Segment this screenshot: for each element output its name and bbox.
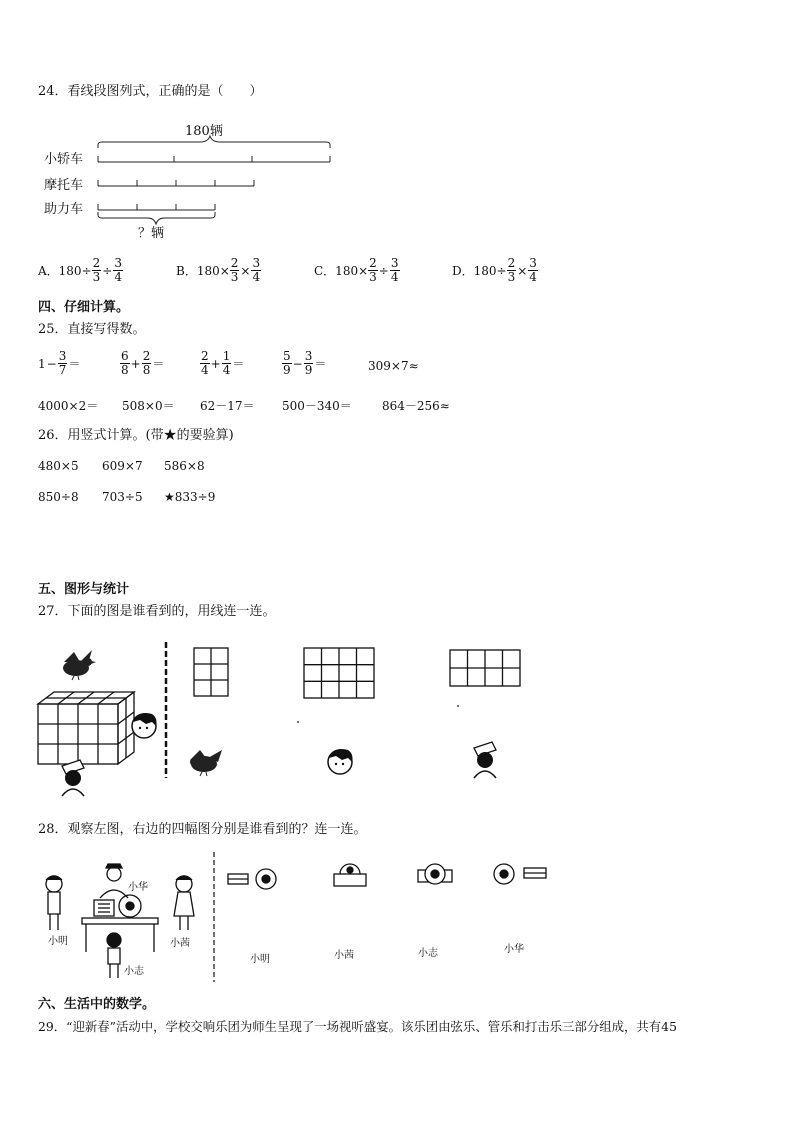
scene-label-xiaoqian: 小茜 [170,938,190,949]
bird-icon [63,650,96,680]
q24-stem: 24．看线段图列式，正确的是（ ） [38,84,263,99]
option-a[interactable]: A．180÷ $\frac{2}{3}$ ÷ $\frac{3}{4}$ [38,256,122,284]
option-c[interactable]: C．180× $\frac{2}{3}$ ÷ $\frac{3}{4}$ [314,256,399,284]
q25-item-3: $\frac{2}{4}$ + $\frac{1}{4}$ ＝ [201,349,245,377]
section-4-heading: 四、仔细计算。 [38,300,130,315]
fraction: $\frac{3}{7}$ [58,349,67,377]
fraction: $\frac{3}{4}$ [529,256,537,284]
fraction: $\frac{3}{4}$ [252,256,261,284]
q29-stem: 29．“迎新春”活动中，学校交响乐团为师生呈现了一场视听盛宴。该乐团由弦乐、管乐和打击乐三部分组成，共有45 [38,1019,677,1034]
man-with-hat-icon [474,742,496,778]
option-b[interactable]: B．180× $\frac{2}{3}$ × $\frac{3}{4}$ [176,256,261,284]
fraction: $\frac{3}{4}$ [390,256,399,284]
q26-item-5: 703÷5 [102,490,143,504]
q25-item-8: 62－17＝ [200,399,255,413]
q25-item-5: 309×7≈ [368,359,419,373]
row-label-car: 小轿车 [44,152,84,167]
total-label: 180辆 [185,124,223,139]
q25-item-9: 500－340＝ [282,399,352,413]
view-grid-1 [194,648,228,696]
row-label-motorcycle: 摩托车 [44,178,84,193]
bird-icon [190,750,222,776]
unknown-label: ？辆 [138,226,165,241]
fraction: $\frac{2}{4}$ [201,349,209,377]
q27-stem: 27．下面的图是谁看到的，用线连一连。 [38,604,276,619]
view-grid-3 [450,650,520,686]
scene-label-xiaohua: 小华 [128,882,148,893]
fraction: $\frac{1}{4}$ [222,349,231,377]
fraction: $\frac{3}{9}$ [304,349,313,377]
q25-item-2: $\frac{6}{8}$ + $\frac{2}{8}$ ＝ [121,349,165,377]
q28-stem: 28．观察左图，右边的四幅图分别是谁看到的？连一连。 [38,822,367,837]
view-box-ball-2 [494,864,546,884]
view-label-1[interactable]: 小明 [250,954,270,965]
fraction: $\frac{2}{3}$ [369,256,377,284]
fraction: $\frac{3}{4}$ [114,256,122,284]
fraction: $\frac{6}{8}$ [121,349,129,377]
view-label-3[interactable]: 小志 [418,948,438,959]
q25-stem: 25．直接写得数。 [38,322,146,337]
q28-figure [38,850,558,986]
q26-item-2: 609×7 [102,459,143,473]
option-d[interactable]: D．180÷ $\frac{2}{3}$ × $\frac{3}{4}$ [452,256,537,284]
view-label-2[interactable]: 小茜 [334,950,354,961]
q26-item-1: 480×5 [38,459,79,473]
fraction: $\frac{2}{3}$ [92,256,101,284]
section-5-heading: 五、图形与统计 [38,582,130,597]
scene-label-xiaozhi: 小志 [124,966,144,977]
q25-item-10: 864－256≈ [382,399,450,413]
q25-item-1: 1 − $\frac{3}{7}$ ＝ [38,349,81,377]
row-label-moped: 助力车 [44,202,84,217]
boy-front-icon [107,933,121,978]
cube-stack [38,692,134,764]
view-grid-2 [304,648,374,698]
man-with-hat-icon [62,760,84,796]
view-ball-behind-box [334,864,366,886]
section-6-heading: 六、生活中的数学。 [38,997,156,1012]
view-ball-front-box [418,864,452,884]
fraction: $\frac{2}{3}$ [507,256,516,284]
q27-figure [30,636,570,806]
man-icon [100,864,128,898]
scene-label-xiaoming: 小明 [48,936,68,947]
view-label-4[interactable]: 小华 [504,944,524,955]
q26-item-6: ★833÷9 [164,490,216,504]
q25-item-7: 508×0＝ [122,399,175,413]
fraction: $\frac{5}{9}$ [283,349,291,377]
fraction: $\frac{2}{8}$ [142,349,151,377]
q26-stem: 26．用竖式计算。(带★的要验算) [38,428,234,443]
view-box-ball-1 [228,869,276,889]
q25-item-6: 4000×2＝ [38,399,99,413]
child-icon [132,713,157,738]
fraction: $\frac{2}{3}$ [230,256,239,284]
q26-item-4: 850÷8 [38,490,79,504]
q25-item-4: $\frac{5}{9}$ − $\frac{3}{9}$ ＝ [283,349,327,377]
q24-line-diagram [40,118,340,246]
q26-item-3: 586×8 [164,459,205,473]
boy-icon [46,876,62,930]
girl-icon [174,876,194,930]
child-icon [328,749,353,774]
segment-lines [40,118,340,246]
